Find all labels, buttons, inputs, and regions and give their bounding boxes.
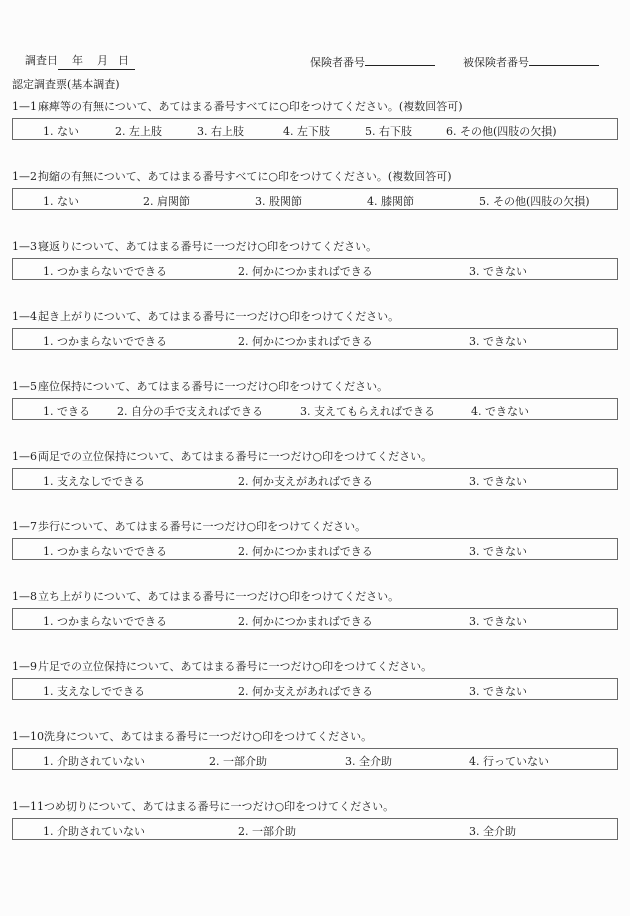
option-2[interactable]: 2. 何か支えがあればできる	[238, 475, 373, 488]
option-3[interactable]: 3. 股関節	[255, 195, 302, 208]
question-text: 拘縮の有無について、あてはまる番号すべてに○印をつけてください。(複数回答可)	[38, 170, 452, 183]
day-label: 日	[118, 54, 129, 67]
question-heading-1-9	[12, 658, 432, 674]
option-3[interactable]: 3. 右上肢	[197, 125, 244, 138]
option-4[interactable]: 4. 行っていない	[469, 755, 549, 768]
question-heading-1-4	[12, 308, 399, 324]
option-2[interactable]: 2. 何かにつかまればできる	[238, 615, 373, 628]
question-text: 立ち上がりについて、あてはまる番号に一つだけ○印をつけてください。	[38, 590, 400, 603]
question-text: つめ切りについて、あてはまる番号に一つだけ○印をつけてください。	[44, 800, 395, 813]
options-box-1-4	[12, 328, 618, 350]
insured-number-label: 被保険者番号	[463, 56, 529, 69]
insured-number-blank[interactable]	[529, 52, 599, 66]
question-number: 1—8	[12, 590, 37, 603]
options-box-1-9	[12, 678, 618, 700]
question-number: 1—9	[12, 660, 37, 673]
options-box-1-6	[12, 468, 618, 490]
options-box-1-11	[12, 818, 618, 840]
question-text: 両足での立位保持について、あてはまる番号に一つだけ○印をつけてください。	[38, 450, 433, 463]
question-number: 1—3	[12, 240, 37, 253]
question-heading-1-2	[12, 168, 452, 184]
question-number: 1—6	[12, 450, 37, 463]
option-3[interactable]: 3. 支えてもらえればできる	[300, 405, 435, 418]
question-number: 1—11	[12, 800, 44, 813]
question-heading-1-6	[12, 448, 432, 464]
option-2[interactable]: 2. 左上肢	[115, 125, 162, 138]
question-heading-1-10	[12, 728, 372, 744]
option-3[interactable]: 3. できない	[469, 685, 527, 698]
option-2[interactable]: 2. 肩関節	[143, 195, 190, 208]
month-label: 月	[97, 54, 108, 67]
option-6[interactable]: 6. その他(四肢の欠損)	[446, 125, 557, 138]
question-number: 1—2	[12, 170, 37, 183]
options-box-1-1	[12, 118, 618, 140]
options-box-1-3	[12, 258, 618, 280]
question-text: 寝返りについて、あてはまる番号に一つだけ○印をつけてください。	[38, 240, 378, 253]
option-2[interactable]: 2. 何か支えがあればできる	[238, 685, 373, 698]
option-1[interactable]: 1. 支えなしでできる	[43, 475, 145, 488]
option-4[interactable]: 4. 膝関節	[367, 195, 414, 208]
option-4[interactable]: 4. できない	[471, 405, 529, 418]
insured-number-field	[463, 52, 599, 70]
option-1[interactable]: 1. ない	[43, 195, 79, 208]
options-box-1-8	[12, 608, 618, 630]
question-number: 1—10	[12, 730, 44, 743]
question-heading-1-3	[12, 238, 377, 254]
question-heading-1-8	[12, 588, 399, 604]
insurer-number-blank[interactable]	[365, 52, 435, 66]
question-text: 歩行について、あてはまる番号に一つだけ○印をつけてください。	[38, 520, 367, 533]
option-3[interactable]: 3. 全介助	[469, 825, 516, 838]
option-2[interactable]: 2. 一部介助	[209, 755, 267, 768]
option-1[interactable]: 1. 介助されていない	[43, 825, 145, 838]
option-3[interactable]: 3. できない	[469, 335, 527, 348]
option-5[interactable]: 5. その他(四肢の欠損)	[479, 195, 590, 208]
year-label: 年	[72, 54, 83, 67]
question-text: 麻痺等の有無について、あてはまる番号すべてに○印をつけてください。(複数回答可)	[38, 100, 463, 113]
option-3[interactable]: 3. できない	[469, 475, 527, 488]
question-heading-1-1	[12, 98, 463, 114]
option-3[interactable]: 3. できない	[469, 545, 527, 558]
insurer-number-label: 保険者番号	[310, 56, 365, 69]
option-1[interactable]: 1. つかまらないでできる	[43, 615, 167, 628]
options-box-1-2	[12, 188, 618, 210]
option-1[interactable]: 1. 介助されていない	[43, 755, 145, 768]
option-2[interactable]: 2. 何かにつかまればできる	[238, 335, 373, 348]
options-box-1-5	[12, 398, 618, 420]
option-2[interactable]: 2. 何かにつかまればできる	[238, 545, 373, 558]
option-2[interactable]: 2. 何かにつかまればできる	[238, 265, 373, 278]
question-number: 1—4	[12, 310, 37, 323]
survey-date-label: 調査日	[25, 54, 58, 67]
option-1[interactable]: 1. つかまらないでできる	[43, 545, 167, 558]
question-text: 片足での立位保持について、あてはまる番号に一つだけ○印をつけてください。	[38, 660, 433, 673]
document-title: 認定調査票(基本調査)	[12, 78, 120, 91]
question-text: 座位保持について、あてはまる番号に一つだけ○印をつけてください。	[38, 380, 389, 393]
survey-date-blank[interactable]	[58, 52, 135, 70]
question-number: 1—7	[12, 520, 37, 533]
question-heading-1-5	[12, 378, 388, 394]
survey-date-field	[25, 52, 135, 70]
options-box-1-10	[12, 748, 618, 770]
option-3[interactable]: 3. できない	[469, 265, 527, 278]
option-5[interactable]: 5. 右下肢	[365, 125, 412, 138]
question-text: 起き上がりについて、あてはまる番号に一つだけ○印をつけてください。	[38, 310, 400, 323]
insurer-number-field	[310, 52, 435, 70]
option-1[interactable]: 1. つかまらないでできる	[43, 335, 167, 348]
option-1[interactable]: 1. 支えなしでできる	[43, 685, 145, 698]
option-1[interactable]: 1. つかまらないでできる	[43, 265, 167, 278]
option-1[interactable]: 1. できる	[43, 405, 90, 418]
question-number: 1—5	[12, 380, 37, 393]
option-2[interactable]: 2. 自分の手で支えればできる	[117, 405, 263, 418]
question-number: 1—1	[12, 100, 37, 113]
option-4[interactable]: 4. 左下肢	[283, 125, 330, 138]
question-text: 洗身について、あてはまる番号に一つだけ○印をつけてください。	[44, 730, 373, 743]
option-3[interactable]: 3. 全介助	[345, 755, 392, 768]
option-2[interactable]: 2. 一部介助	[238, 825, 296, 838]
question-heading-1-7	[12, 518, 366, 534]
options-box-1-7	[12, 538, 618, 560]
option-3[interactable]: 3. できない	[469, 615, 527, 628]
question-heading-1-11	[12, 798, 394, 814]
option-1[interactable]: 1. ない	[43, 125, 79, 138]
